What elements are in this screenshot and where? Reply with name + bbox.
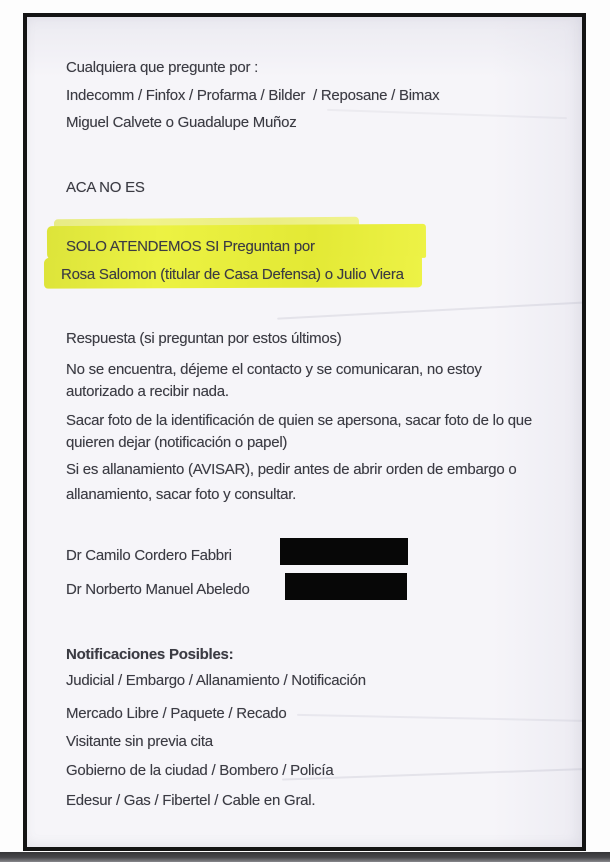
- line-doctor-1: Dr Camilo Cordero Fabbri: [66, 547, 232, 564]
- line-anyone-asks: Cualquiera que pregunte por :: [66, 59, 259, 76]
- line-notification-government: Gobierno de la ciudad / Bombero / Policía: [66, 762, 334, 779]
- line-person-names: Miguel Calvete o Guadalupe Muñoz: [66, 114, 297, 131]
- line-company-names: Indecomm / Finfox / Profarma / Bilder / Reposane / Bimax: [66, 87, 440, 104]
- paper-crease: [327, 109, 567, 119]
- line-notification-utilities: Edesur / Gas / Fibertel / Cable en Gral.: [66, 792, 316, 809]
- line-notification-judicial: Judicial / Embargo / Allanamiento / Notificación: [66, 672, 366, 689]
- line-photo-instruction-2: quieren dejar (notificación o papel): [66, 434, 288, 451]
- paper-crease: [297, 714, 586, 722]
- document-page: [23, 13, 586, 851]
- redaction-bar: [285, 573, 407, 600]
- redaction-bar: [280, 538, 408, 565]
- line-not-here: ACA NO ES: [66, 179, 145, 196]
- line-photo-instruction-1: Sacar foto de la identificación de quien se apersona, sacar foto de lo que: [66, 412, 532, 429]
- line-response-body-1: No se encuentra, déjeme el contacto y se comunicaran, no estoy: [66, 361, 482, 378]
- bottom-edge-bar: [0, 852, 610, 862]
- line-raid-instruction-2: allanamiento, sacar foto y consultar.: [66, 486, 297, 503]
- line-doctor-2: Dr Norberto Manuel Abeledo: [66, 581, 250, 598]
- line-only-attend-highlighted: SOLO ATENDEMOS SI Preguntan por: [66, 238, 315, 255]
- line-notification-visitor: Visitante sin previa cita: [66, 733, 213, 750]
- paper-crease: [277, 300, 586, 319]
- line-notifications-header: Notificaciones Posibles:: [66, 646, 234, 663]
- line-raid-instruction-1: Si es allanamiento (AVISAR), pedir antes de abrir orden de embargo o: [66, 461, 517, 478]
- line-allowed-names-highlighted: Rosa Salomon (titular de Casa Defensa) o Julio Viera: [61, 266, 404, 283]
- line-response-body-2: autorizado a recibir nada.: [66, 383, 229, 400]
- line-notification-packages: Mercado Libre / Paquete / Recado: [66, 705, 287, 722]
- line-response-header: Respuesta (si preguntan por estos últimos): [66, 330, 342, 347]
